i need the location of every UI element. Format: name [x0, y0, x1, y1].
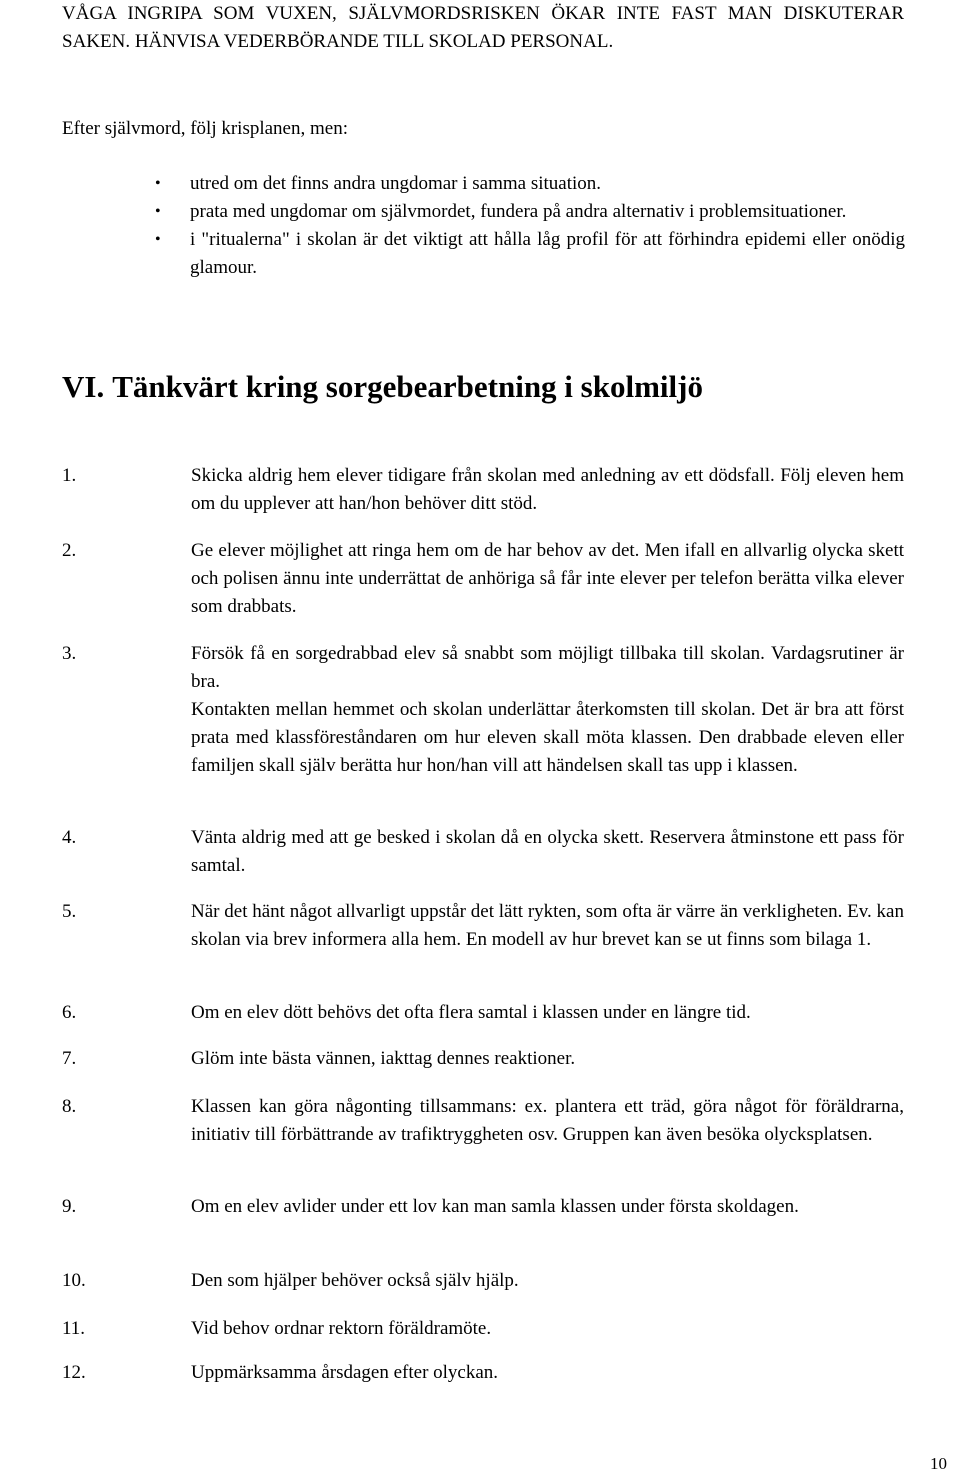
- item-number: 5.: [62, 901, 77, 922]
- item-text: Kontakten mellan hemmet och skolan underlättar återkomsten till skolan. Det är bra att först prata med klassföreståndaren om hur eleven skall möta klassen. Den drabbade eleven eller familjen skall själv berätta hur hon/han vill att händelsen skall tas upp i klassen.: [191, 699, 904, 776]
- bullet-item: [155, 226, 905, 282]
- bullet-text: i "ritualerna" i skolan är det viktigt att hålla låg profil för att förhindra epidemi eller onödig glamour.: [190, 229, 905, 278]
- section-heading: [62, 367, 902, 407]
- item-text: Klassen kan göra någonting tillsammans: ex. plantera ett träd, göra något för föräldrarna, initiativ till förbättrande av trafiktryggheten osv. Gruppen kan även besöka olycksplatsen.: [191, 1096, 904, 1145]
- item-number: 2.: [62, 540, 77, 561]
- intro-paragraph: Efter självmord, följ krisplanen, men:: [62, 118, 348, 139]
- bullet-icon: •: [155, 203, 161, 220]
- item-number: 9.: [62, 1196, 77, 1217]
- bullet-item: [155, 170, 905, 198]
- item-text: Glöm inte bästa vännen, iakttag dennes reaktioner.: [191, 1048, 576, 1069]
- warning-paragraph: VÅGA INGRIPA SOM VUXEN, SJÄLVMORDSRISKEN ÖKAR INTE FAST MAN DISKUTERAR SAKEN. HÄNVISA VEDERBÖRANDE TILL SKOLAD PERSONAL.: [62, 3, 904, 52]
- item-number: 8.: [62, 1096, 77, 1117]
- item-number: 12.: [62, 1362, 86, 1383]
- item-number: 4.: [62, 827, 77, 848]
- item-number: 7.: [62, 1048, 77, 1069]
- item-number: 1.: [62, 465, 77, 486]
- item-text: Försök få en sorgedrabbad elev så snabbt som möjligt tillbaka till skolan. Vardagsrutiner är bra.: [191, 643, 904, 692]
- bullet-text: utred om det finns andra ungdomar i samma situation.: [190, 173, 602, 194]
- item-text: Vänta aldrig med att ge besked i skolan då en olycka skett. Reservera åtminstone ett pass för samtal.: [191, 827, 904, 876]
- page-number: 10: [930, 1454, 947, 1473]
- item-text: Ge elever möjlighet att ringa hem om de har behov av det. Men ifall en allvarlig olycka skett och polisen ännu inte underrättat de anhöriga så får inte elever per telefon berätta vilka elever som drabbats.: [191, 540, 904, 617]
- item-text: Om en elev dött behövs det ofta flera samtal i klassen under en längre tid.: [191, 1002, 751, 1023]
- section-title: Tänkvärt kring sorgebearbetning i skolmiljö: [112, 369, 703, 404]
- item-number: 6.: [62, 1002, 77, 1023]
- bullet-icon: •: [155, 175, 161, 192]
- item-text: När det hänt något allvarligt uppstår det lätt rykten, som ofta är värre än verkligheten. Ev. kan skolan via brev informera alla hem. En modell av hur brevet kan se ut finns som bilaga 1.: [191, 901, 904, 950]
- bullet-item: [155, 198, 905, 226]
- bullet-icon: •: [155, 231, 161, 248]
- item-text: Om en elev avlider under ett lov kan man samla klassen under första skoldagen.: [191, 1196, 799, 1217]
- section-number: VI.: [62, 369, 105, 404]
- item-text: Den som hjälper behöver också själv hjälp.: [191, 1270, 519, 1291]
- item-text: Skicka aldrig hem elever tidigare från skolan med anledning av ett dödsfall. Följ eleven hem om du upplever att han/hon behöver ditt stöd.: [191, 465, 904, 514]
- item-number: 11.: [62, 1318, 86, 1339]
- item-number: 10.: [62, 1270, 86, 1291]
- item-text: Uppmärksamma årsdagen efter olyckan.: [191, 1362, 499, 1383]
- item-number: 3.: [62, 643, 77, 664]
- bullet-text: prata med ungdomar om självmordet, fundera på andra alternativ i problemsituationer.: [190, 201, 847, 222]
- item-text: Vid behov ordnar rektorn föräldramöte.: [191, 1318, 492, 1339]
- bullet-list: [155, 170, 905, 282]
